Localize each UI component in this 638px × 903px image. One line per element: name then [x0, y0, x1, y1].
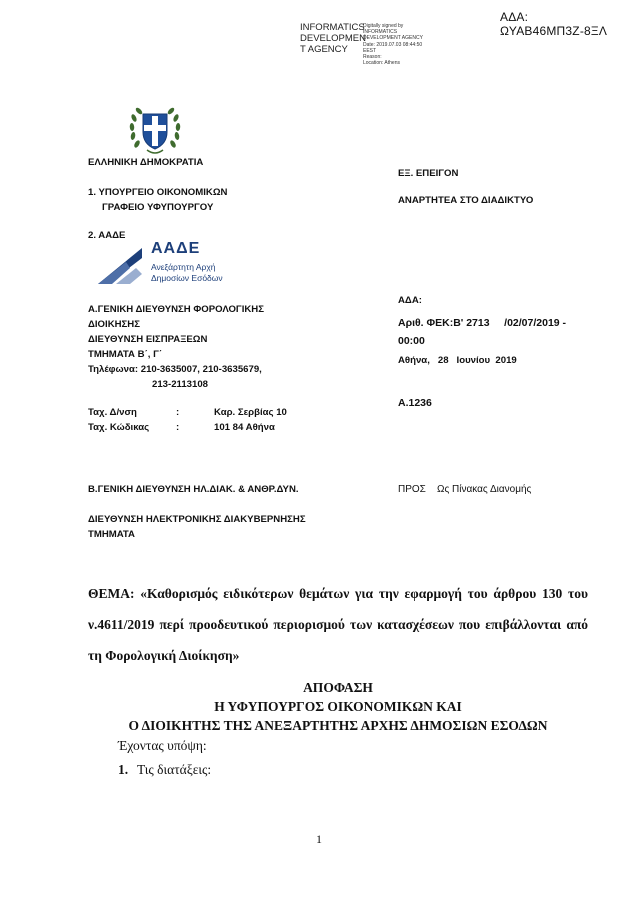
- signature-line: DEVELOPMENT AGENCY: [363, 35, 423, 42]
- signature-line: Date: 2019.07.03 08:44:50: [363, 41, 423, 48]
- signature-line: Location: Athens: [363, 60, 400, 67]
- aade-logo-mark-icon: [96, 244, 146, 288]
- ada-code: ΑΔΑ: ΩΥΑΒ46ΜΠ3Ζ-8ΞΛ: [500, 10, 608, 38]
- postal-code-label: Ταχ. Κώδικας: [88, 422, 150, 433]
- dept-a-line: ΤΜΗΜΑΤΑ Β΄, Γ΄: [88, 349, 163, 360]
- aade-logo-acronym: ΑΑΔΕ: [151, 240, 201, 257]
- decision-title: ΑΠΟΦΑΣΗ: [303, 680, 373, 695]
- ministry-office: ΓΡΑΦΕΙΟ ΥΦΥΠΟΥΡΓΟΥ: [102, 202, 214, 213]
- signer-org-line: INFORMATICS: [300, 22, 365, 33]
- postal-code-colon: :: [176, 422, 180, 433]
- dept-b-directorate: ΔΙΕΥΘΥΝΣΗ ΗΛΕΚΤΡΟΝΙΚΗΣ ΔΙΑΚΥΒΕΡΝΗΣΗΣ: [88, 514, 306, 525]
- fek-time: 00:00: [398, 335, 425, 347]
- postal-address-label: Ταχ. Δ/νση: [88, 407, 137, 418]
- signer-org-line: T AGENCY: [300, 44, 348, 55]
- aade-logo-line1: Ανεξάρτητη Αρχή: [151, 262, 216, 272]
- dept-b-sections: ΤΜΗΜΑΤΑ: [88, 529, 135, 540]
- dept-a-phone-cont: 213-2113108: [152, 379, 209, 390]
- decision-issuer-line2: Ο ΔΙΟΙΚΗΤΗΣ ΤΗΣ ΑΝΕΞΑΡΤΗΤΗΣ ΑΡΧΗΣ ΔΗΜΟΣΙΩΝ ΕΣΟΔΩΝ: [128, 718, 548, 733]
- ministry-name: 1. ΥΠΟΥΡΓΕΙΟ ΟΙΚΟΝΟΜΙΚΩΝ: [88, 187, 228, 198]
- considering-heading: Έχοντας υπόψη:: [118, 738, 207, 753]
- page-number: 1: [316, 832, 322, 846]
- aade-logo: [96, 240, 226, 290]
- post-online-label: ΑΝΑΡΤΗΤΕΑ ΣΤΟ ΔΙΑΔΙΚΤΥΟ: [398, 195, 534, 206]
- urgent-label: ΕΞ. ΕΠΕΙΓΟΝ: [398, 168, 459, 179]
- aade-logo-line2: Δημοσίων Εσόδων: [151, 273, 223, 283]
- ada-label: ΑΔΑ:: [398, 295, 422, 306]
- protocol-number: Α.1236: [398, 397, 432, 409]
- postal-code-value: 101 84 Αθήνα: [214, 422, 275, 433]
- signer-org-line: DEVELOPMEN: [300, 33, 366, 44]
- subject-paragraph: ΘΕΜΑ: «Καθορισμός ειδικότερων θεμάτων για την εφαρμογή του άρθρου 130 του ν.4611/2019 περί προοδευτικού περιορισμού των κατασχέσεων που επιβάλλονται από τη Φορολογική Διοίκηση»: [88, 586, 588, 663]
- dept-b-heading: Β.ΓΕΝΙΚΗ ΔΙΕΥΘΥΝΣΗ ΗΛ.ΔΙΑΚ. & ΑΝΘΡ.ΔΥΝ.: [88, 484, 299, 495]
- postal-address-colon: :: [176, 407, 180, 418]
- signer-organization: [300, 22, 366, 55]
- digital-signature-details: [363, 23, 443, 66]
- postal-address-value: Καρ. Σερβίας 10: [214, 407, 287, 418]
- document-date: Αθήνα, 28 Ιουνίου 2019: [398, 355, 517, 366]
- item-text: Τις διατάξεις:: [137, 762, 212, 777]
- dept-a-line: ΔΙΟΙΚΗΣΗΣ: [88, 319, 140, 330]
- dept-a-phones: Τηλέφωνα: 210-3635007, 210-3635679,: [88, 364, 262, 375]
- dept-a-line: Α.ΓΕΝΙΚΗ ΔΙΕΥΘΥΝΣΗ ΦΟΡΟΛΟΓΙΚΗΣ: [88, 304, 264, 315]
- fek-reference: Αριθ. ΦΕΚ:Β' 2713 /02/07/2019 -: [398, 317, 567, 329]
- dept-a-line: ΔΙΕΥΘΥΝΣΗ ΕΙΣΠΡΑΞΕΩΝ: [88, 334, 208, 345]
- signature-line: EEST: [363, 47, 377, 54]
- aade-heading: 2. ΑΑΔΕ: [88, 230, 126, 241]
- signature-line: INFORMATICS: [363, 29, 398, 36]
- item-number: 1.: [118, 762, 129, 777]
- recipients-line: ΠΡΟΣ Ως Πίνακας Διανομής: [398, 484, 532, 495]
- signature-line: Reason:: [363, 54, 382, 61]
- republic-heading: ΕΛΛΗΝΙΚΗ ΔΗΜΟΚΡΑΤΙΑ: [88, 157, 204, 168]
- signature-line: Digitally signed by: [363, 23, 404, 29]
- decision-issuer-line1: Η ΥΦΥΠΟΥΡΓΟΣ ΟΙΚΟΝΟΜΙΚΩΝ ΚΑΙ: [214, 699, 462, 714]
- greek-coat-of-arms-icon: [125, 100, 185, 160]
